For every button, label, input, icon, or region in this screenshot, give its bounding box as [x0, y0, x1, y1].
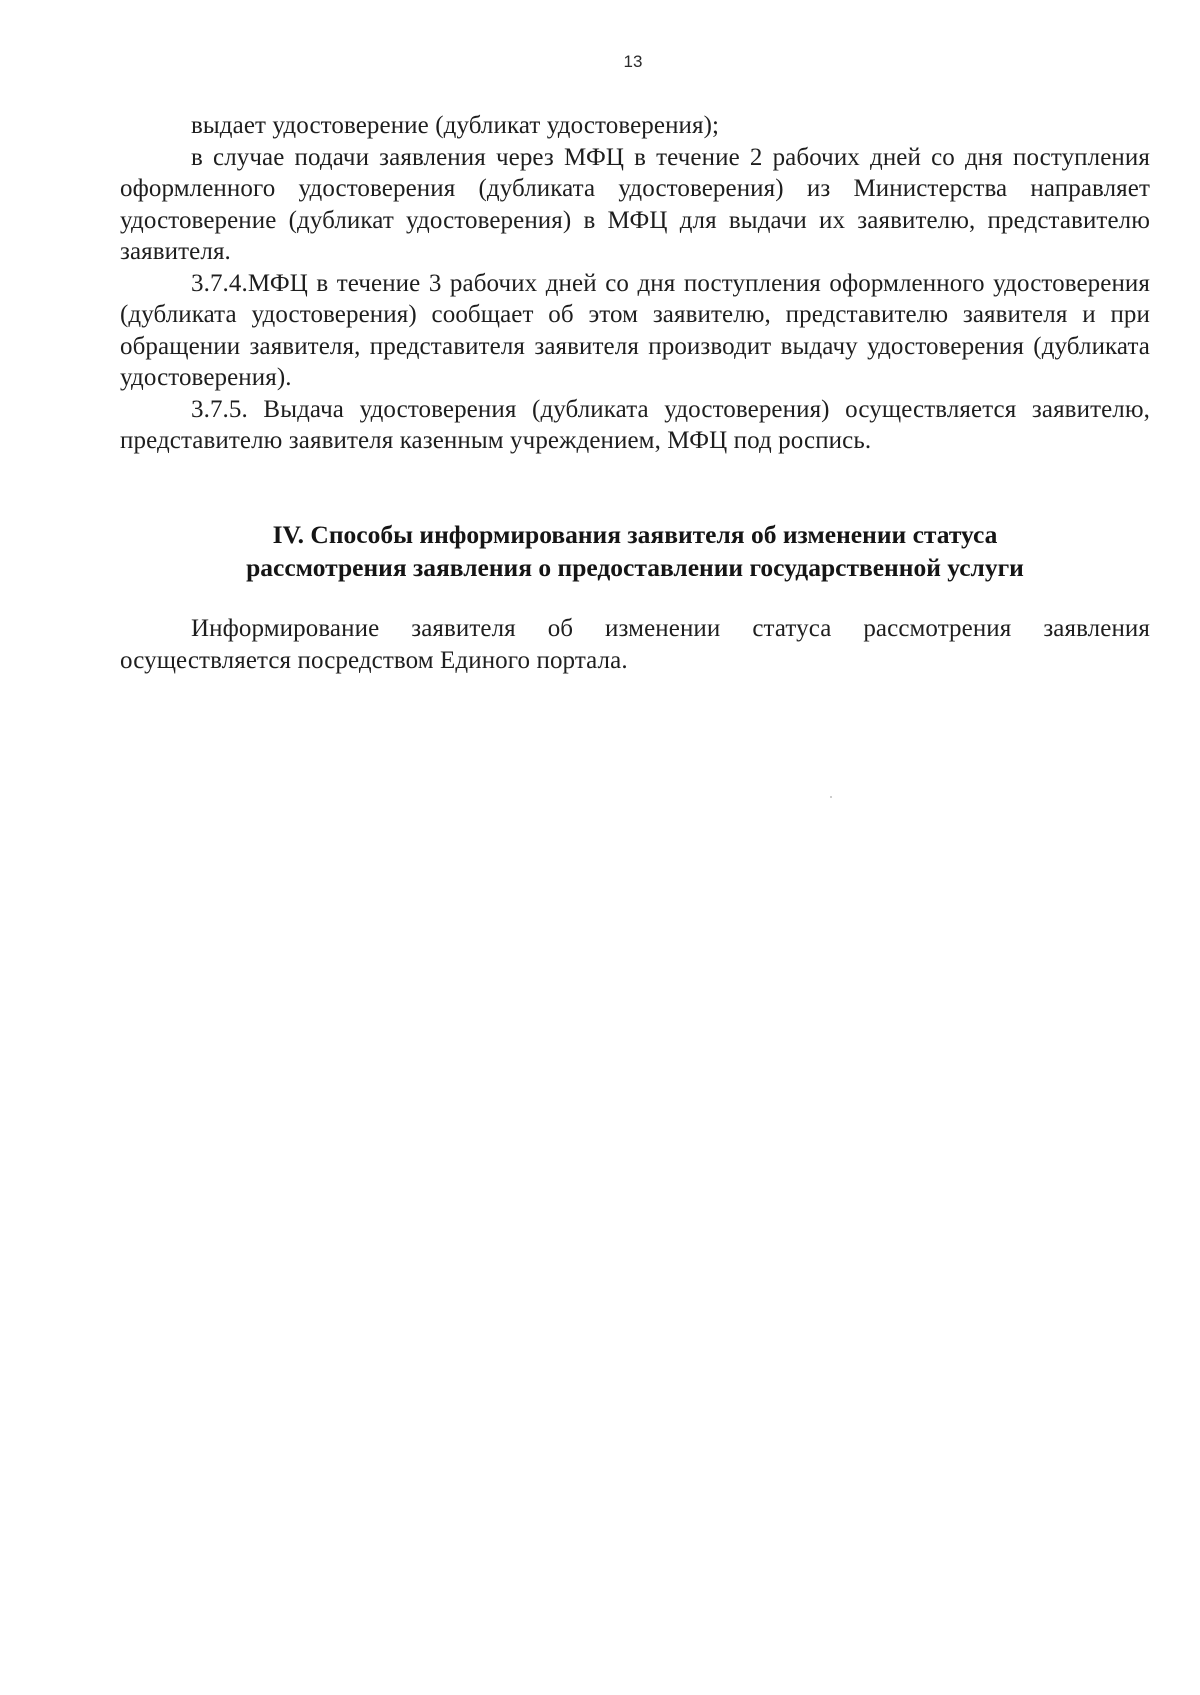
scan-speck: [830, 796, 832, 798]
section-3-text: [120, 110, 1150, 457]
paragraph-mfc-submission: в случае подачи заявления через МФЦ в течение 2 рабочих дней со дня поступления оформленного удостоверения (дубликата удостоверения) из Министерства направляет удостоверение (дубликат удостоверения) в МФЦ для выдачи их заявителю, представителю заявителя.: [120, 143, 1150, 265]
section-4-heading-line-1: IV. Способы информирования заявителя об изменении статуса: [272, 520, 998, 549]
section-4-heading: [120, 518, 1150, 584]
paragraph-informing: Информирование заявителя об изменении статуса рассмотрения заявления осуществляется посредством Единого портала.: [120, 615, 1150, 674]
paragraph-3-7-5: 3.7.5. Выдача удостоверения (дубликата удостоверения) осуществляется заявителю, представителю заявителя казенным учреждением, МФЦ под роспись.: [120, 395, 1150, 454]
page-number: 13: [623, 52, 643, 71]
paragraph-issue-certificate: выдает удостоверение (дубликат удостоверения);: [191, 112, 720, 139]
section-4-heading-line-2: рассмотрения заявления о предоставлении государственной услуги: [246, 553, 1024, 582]
paragraph-3-7-4: 3.7.4.МФЦ в течение 3 рабочих дней со дня поступления оформленного удостоверения (дубликата удостоверения) сообщает об этом заявителю, представителю заявителя и при обращении заявителя, представителя заявителя производит выдачу удостоверения (дубликата удостоверения).: [120, 269, 1150, 391]
section-4-text: [120, 613, 1150, 676]
